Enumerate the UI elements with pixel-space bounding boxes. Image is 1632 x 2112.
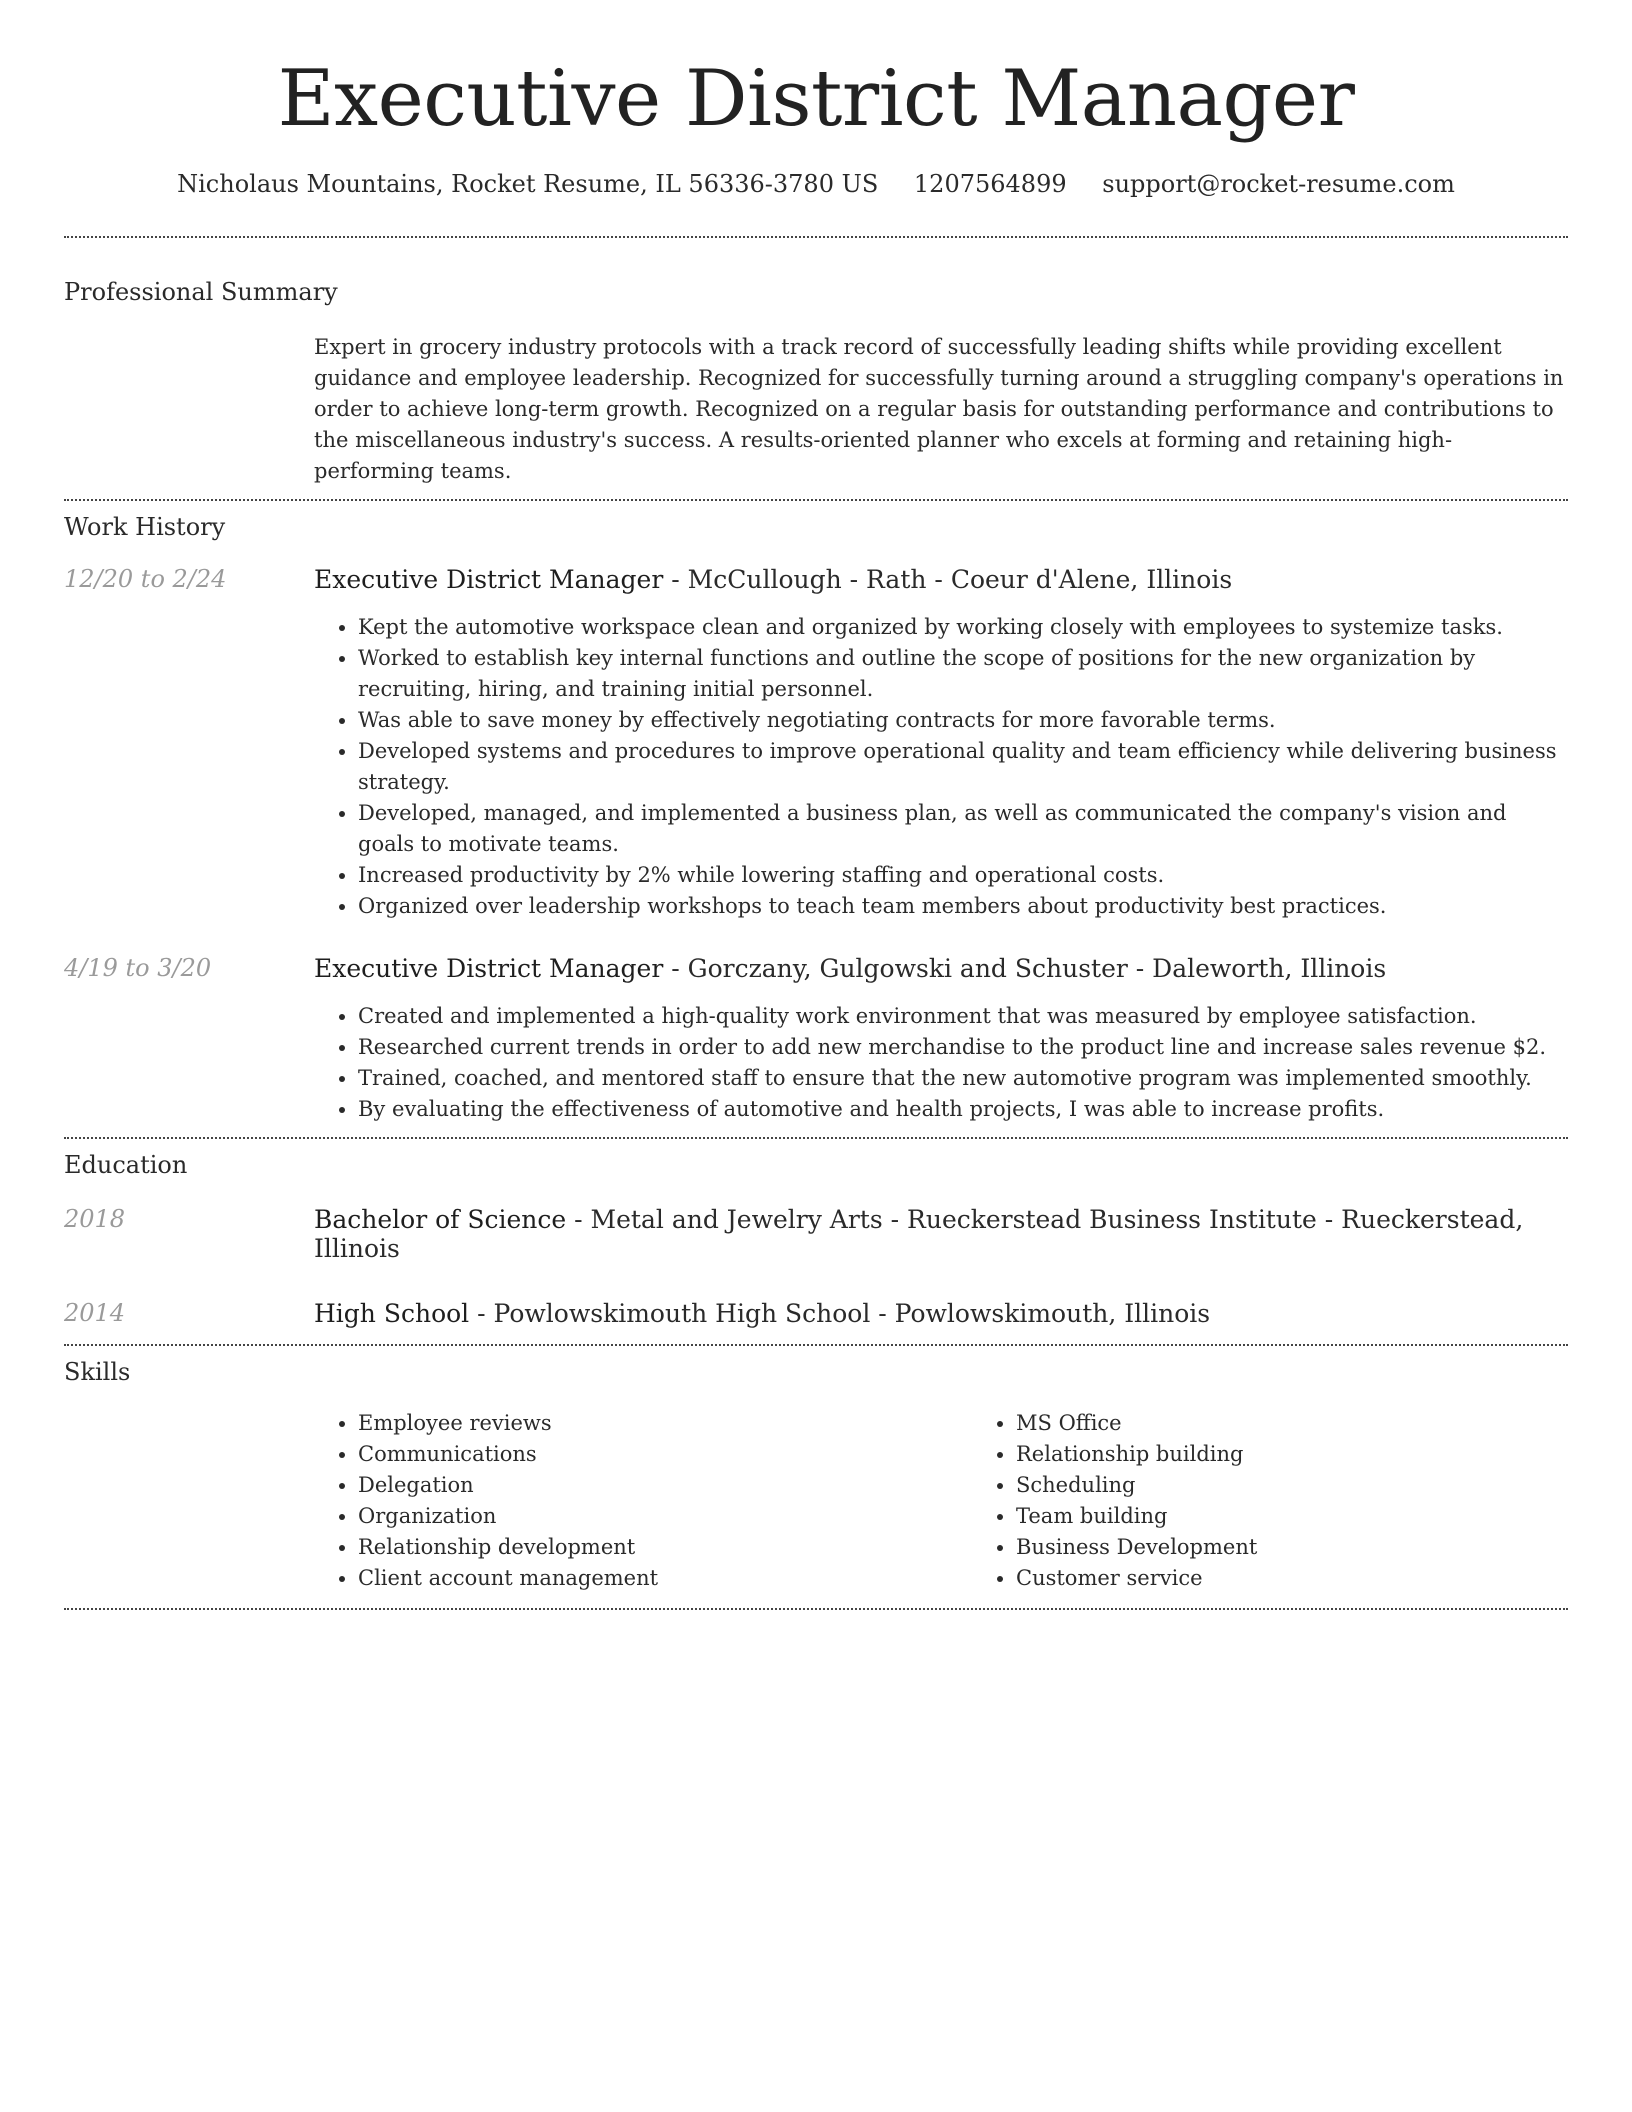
education-details: - Powlowskimouth High School - Powlowskimouth, Illinois: [469, 1299, 1211, 1328]
education-heading-line: [314, 1299, 1568, 1328]
summary-divider: [64, 499, 1568, 501]
job-entry: [64, 954, 1568, 1125]
skill-item: • Relationship building: [1016, 1439, 1630, 1470]
candidate-name: Executive District Manager: [277, 54, 1355, 144]
job-dates: 4/19 to 3/20: [64, 954, 212, 982]
job-bullet: • Worked to establish key internal functions and outline the scope of positions for the new organization by recruiting, hiring, and training initial personnel.: [358, 643, 1568, 705]
job-dates: 12/20 to 2/24: [64, 565, 227, 593]
job-bullet: • Developed systems and procedures to improve operational quality and team efficiency while delivering business strategy.: [358, 736, 1568, 798]
education-degree: High School: [314, 1299, 470, 1328]
work-divider: [64, 1137, 1568, 1139]
job-bullets: [314, 612, 1568, 922]
skill-item: • Communications: [358, 1439, 972, 1470]
job-company: - Gorczany, Gulgowski and Schuster - Daleworth, Illinois: [663, 954, 1387, 983]
job-bullet: • Kept the automotive workspace clean and organized by working closely with employees to systemize tasks.: [358, 612, 1568, 643]
summary-text: Expert in grocery industry protocols with a track record of successfully leading shifts while providing excellent guidance and employee leadership. Recognized for successfully turning around a struggling company's operations in order to achieve long-term growth. Recognized on a regular basis for outstanding performance and contributions to the miscellaneous industry's success. A results-oriented planner who excels at forming and retaining high-performing teams.: [314, 335, 1564, 483]
education-year: 2014: [64, 1299, 126, 1327]
skill-item: • Client account management: [358, 1563, 972, 1594]
skills-row: [64, 1408, 1568, 1594]
summary-row: [64, 332, 1568, 487]
skill-item: • Customer service: [1016, 1563, 1630, 1594]
job-company: - McCullough - Rath - Coeur d'Alene, Illinois: [663, 565, 1233, 594]
education-heading-line: [314, 1205, 1568, 1263]
education-entry: [64, 1205, 1568, 1263]
skill-item: • Scheduling: [1016, 1470, 1630, 1501]
education-heading: Education: [64, 1151, 188, 1179]
job-bullet: • Organized over leadership workshops to teach team members about productivity best practices.: [358, 891, 1568, 922]
job-role: Executive District Manager: [314, 565, 664, 594]
job-bullet: • Created and implemented a high-quality work environment that was measured by employee satisfaction.: [358, 1001, 1568, 1032]
skills-divider: [64, 1608, 1568, 1610]
work-history-heading: Work History: [64, 513, 226, 541]
education-entry: [64, 1299, 1568, 1328]
job-heading: [314, 565, 1568, 594]
job-heading: [314, 954, 1568, 983]
skill-item: • Relationship development: [358, 1532, 972, 1563]
contact-line: [64, 170, 1568, 198]
skill-item: • MS Office: [1016, 1408, 1630, 1439]
skills-list-left: [314, 1408, 972, 1594]
skill-item: • Employee reviews: [358, 1408, 972, 1439]
education-degree: Bachelor of Science: [314, 1205, 567, 1234]
skill-item: • Team building: [1016, 1501, 1630, 1532]
skills-list-right: [972, 1408, 1630, 1594]
job-bullets: [314, 1001, 1568, 1125]
contact-address: Nicholaus Mountains, Rocket Resume, IL 56336-3780 US: [177, 170, 879, 198]
job-bullet: • Was able to save money by effectively negotiating contracts for more favorable terms.: [358, 705, 1568, 736]
skill-item: • Delegation: [358, 1470, 972, 1501]
contact-email: support@rocket-resume.com: [1102, 170, 1455, 198]
contact-phone: 1207564899: [913, 170, 1067, 198]
education-divider: [64, 1344, 1568, 1346]
job-bullet: • Researched current trends in order to add new merchandise to the product line and increase sales revenue $2.: [358, 1032, 1568, 1063]
job-bullet: • Increased productivity by 2% while lowering staffing and operational costs.: [358, 860, 1568, 891]
education-year: 2018: [64, 1205, 126, 1233]
job-role: Executive District Manager: [314, 954, 664, 983]
job-bullet: • By evaluating the effectiveness of automotive and health projects, I was able to increase profits.: [358, 1094, 1568, 1125]
summary-heading: Professional Summary: [64, 278, 338, 306]
skills-heading: Skills: [64, 1358, 131, 1386]
job-bullet: • Developed, managed, and implemented a business plan, as well as communicated the company's vision and goals to motivate teams.: [358, 798, 1568, 860]
header-divider: [64, 236, 1568, 238]
job-bullet: • Trained, coached, and mentored staff to ensure that the new automotive program was implemented smoothly.: [358, 1063, 1568, 1094]
skill-item: • Business Development: [1016, 1532, 1630, 1563]
job-entry: [64, 565, 1568, 922]
education-details: - Metal and Jewelry Arts - Rueckerstead Business Institute - Rueckerstead, Illinois: [314, 1205, 1524, 1263]
skill-item: • Organization: [358, 1501, 972, 1532]
